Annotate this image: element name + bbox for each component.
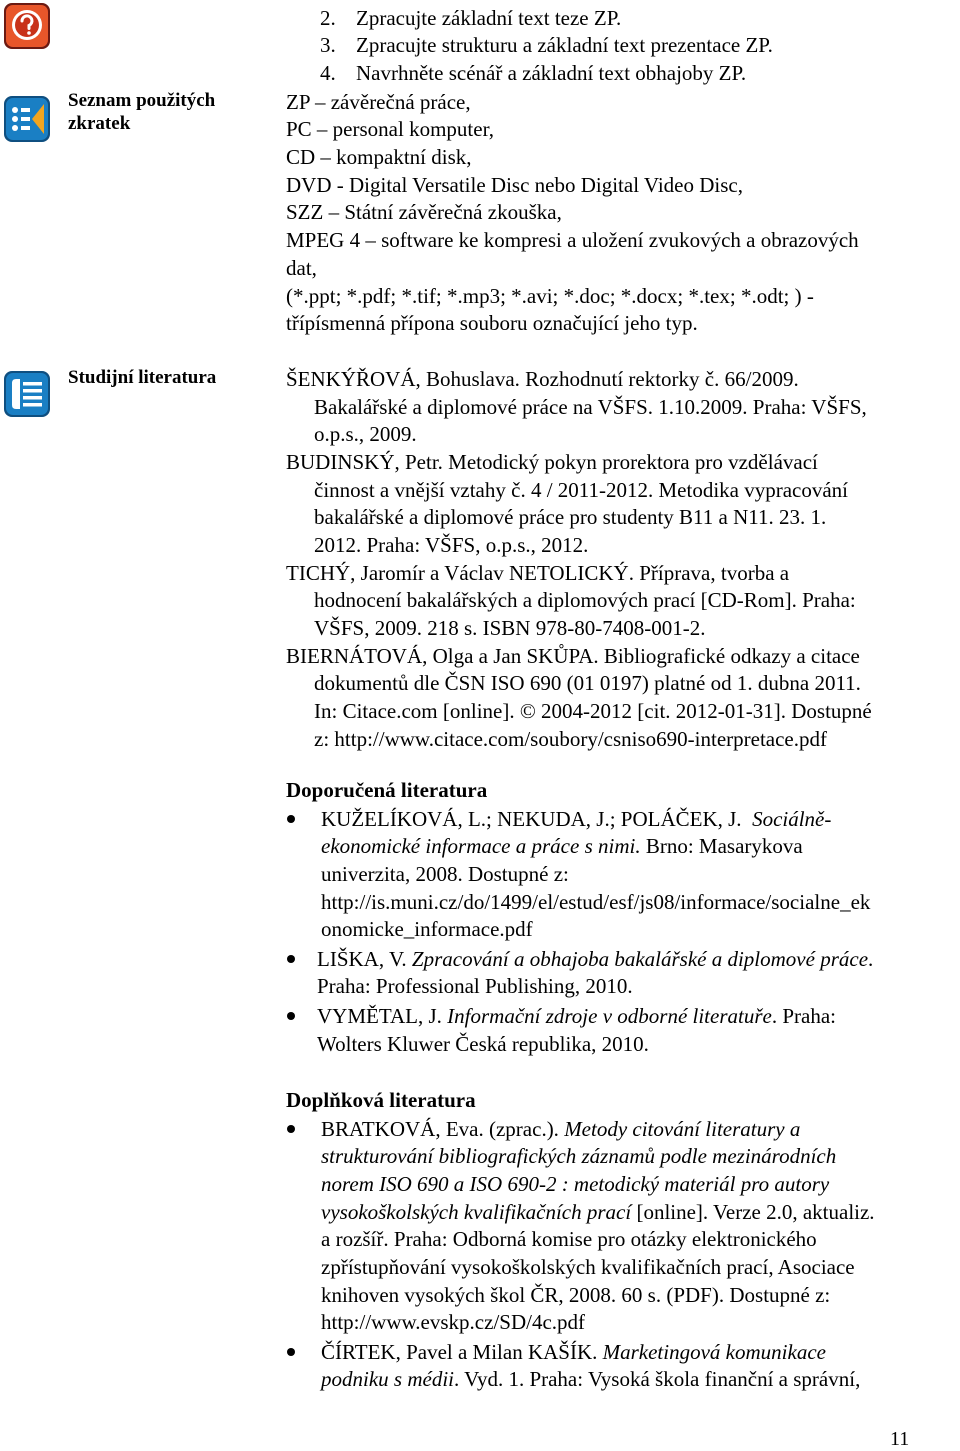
reference-line: Wolters Kluwer Česká republika, 2010. [317, 1032, 649, 1056]
list-number: 4. [320, 61, 336, 85]
citation-line: VŠFS, 2009. 218 s. ISBN 978-80-7408-001-2. [314, 616, 706, 640]
supplementary-heading: Doplňková literatura [286, 1088, 476, 1112]
list-number: 2. [320, 6, 336, 30]
literature-icon [4, 371, 50, 417]
bullet-icon [287, 1012, 295, 1020]
reference-line: http://www.evskp.cz/SD/4c.pdf [321, 1310, 586, 1334]
citation-line: In: Citace.com [online]. © 2004-2012 [cit. 2012-01-31]. Dostupné [314, 699, 872, 723]
citation-line: BIERNÁTOVÁ, Olga a Jan SKŮPA. Bibliografické odkazy a citace [286, 644, 860, 668]
reference-line: zpřístupňování vysokoškolských kvalifikačních prací, Asociace [321, 1255, 855, 1279]
citation-line: BUDINSKÝ, Petr. Metodický pokyn prorektora pro vzdělávací [286, 450, 818, 474]
abbr-line: MPEG 4 – software ke kompresi a uložení zvukových a obrazových [286, 228, 859, 252]
citation-line: TICHÝ, Jaromír a Václav NETOLICKÝ. Příprava, tvorba a [286, 561, 790, 585]
citation-line: z: http://www.citace.com/soubory/csniso690-interpretace.pdf [314, 727, 827, 751]
abbr-line: SZZ – Státní závěrečná zkouška, [286, 200, 562, 224]
list-number: 3. [320, 33, 336, 57]
reference-line: knihoven vysokých škol ČR, 2008. 60 s. (PDF). Dostupné z: [321, 1283, 831, 1307]
abbreviations-label: Seznam použitých zkratek [68, 90, 216, 134]
reference-line: BRATKOVÁ, Eva. (zprac.). Metody citování literatury a [321, 1117, 801, 1141]
bullet-icon [287, 1125, 295, 1133]
reference-line: a rozšíř. Praha: Odborná komise pro otázky elektronického [321, 1227, 817, 1251]
reference-line: VYMĚTAL, J. Informační zdroje v odborné literatuře. Praha: [317, 1004, 836, 1028]
reference-line: KUŽELÍKOVÁ, L.; NEKUDA, J.; POLÁČEK, J. Sociálně- [321, 807, 832, 831]
recommended-heading: Doporučená literatura [286, 778, 488, 802]
abbr-line: ZP – závěrečná práce, [286, 90, 471, 114]
bullet-icon [287, 1348, 295, 1356]
citation-line: Bakalářské a diplomové práce na VŠFS. 1.10.2009. Praha: VŠFS, [314, 395, 867, 419]
reference-line: norem ISO 690 a ISO 690-2 : metodický materiál pro autory [321, 1172, 830, 1196]
citation-line: činnost a vnější vztahy č. 4 / 2011-2012. Metodika vypracování [314, 478, 849, 502]
list-item: Navrhněte scénář a základní text obhajoby ZP. [356, 61, 747, 85]
study-literature-label: Studijní literatura [68, 367, 217, 388]
abbreviations-icon [4, 96, 50, 142]
reference-line: Praha: Professional Publishing, 2010. [317, 974, 633, 998]
list-item: Zpracujte základní text teze ZP. [356, 6, 622, 30]
citation-line: ŠENKÝŘOVÁ, Bohuslava. Rozhodnutí rektorky č. 66/2009. [286, 367, 799, 391]
abbr-line: (*.ppt; *.pdf; *.tif; *.mp3; *.avi; *.doc; *.docx; *.tex; *.odt; ) - [286, 284, 814, 308]
abbr-line: CD – kompaktní disk, [286, 145, 472, 169]
citation-line: bakalářské a diplomové práce pro studenty B11 a N11. 23. 1. [314, 505, 827, 529]
question-icon [4, 3, 50, 49]
reference-line: univerzita, 2008. Dostupné z: [321, 862, 569, 886]
abbr-line: třípísmenná přípona souboru označující jeho typ. [286, 311, 698, 335]
abbr-line: DVD - Digital Versatile Disc nebo Digital Video Disc, [286, 173, 743, 197]
bullet-icon [287, 815, 295, 823]
citation-line: o.p.s., 2009. [314, 422, 417, 446]
reference-line: podniku s médii. Vyd. 1. Praha: Vysoká škola finanční a správní, [321, 1367, 861, 1391]
citation-line: dokumentů dle ČSN ISO 690 (01 0197) platné od 1. dubna 2011. [314, 671, 861, 695]
reference-line: http://is.muni.cz/do/1499/el/estud/esf/js08/informace/socialne_ek [321, 890, 871, 914]
citation-line: 2012. Praha: VŠFS, o.p.s., 2012. [314, 533, 589, 557]
reference-line: ekonomické informace a práce s nimi. Brno: Masarykova [321, 834, 803, 858]
reference-line: strukturování bibliografických záznamů podle mezinárodních [321, 1144, 837, 1168]
reference-line: ČÍRTEK, Pavel a Milan KAŠÍK. Marketingová komunikace [321, 1340, 826, 1364]
page-number: 11 [890, 1428, 910, 1450]
abbr-line: PC – personal komputer, [286, 117, 494, 141]
reference-line: vysokoškolských kvalifikačních prací [online]. Verze 2.0, aktualiz. [321, 1200, 875, 1224]
abbr-line: dat, [286, 256, 317, 280]
citation-line: hodnocení bakalářských a diplomových prací [CD-Rom]. Praha: [314, 588, 856, 612]
bullet-icon [287, 955, 295, 963]
reference-line: onomicke_informace.pdf [321, 917, 533, 941]
list-item: Zpracujte strukturu a základní text prezentace ZP. [356, 33, 773, 57]
reference-line: LIŠKA, V. Zpracování a obhajoba bakalářské a diplomové práce. [317, 947, 874, 971]
